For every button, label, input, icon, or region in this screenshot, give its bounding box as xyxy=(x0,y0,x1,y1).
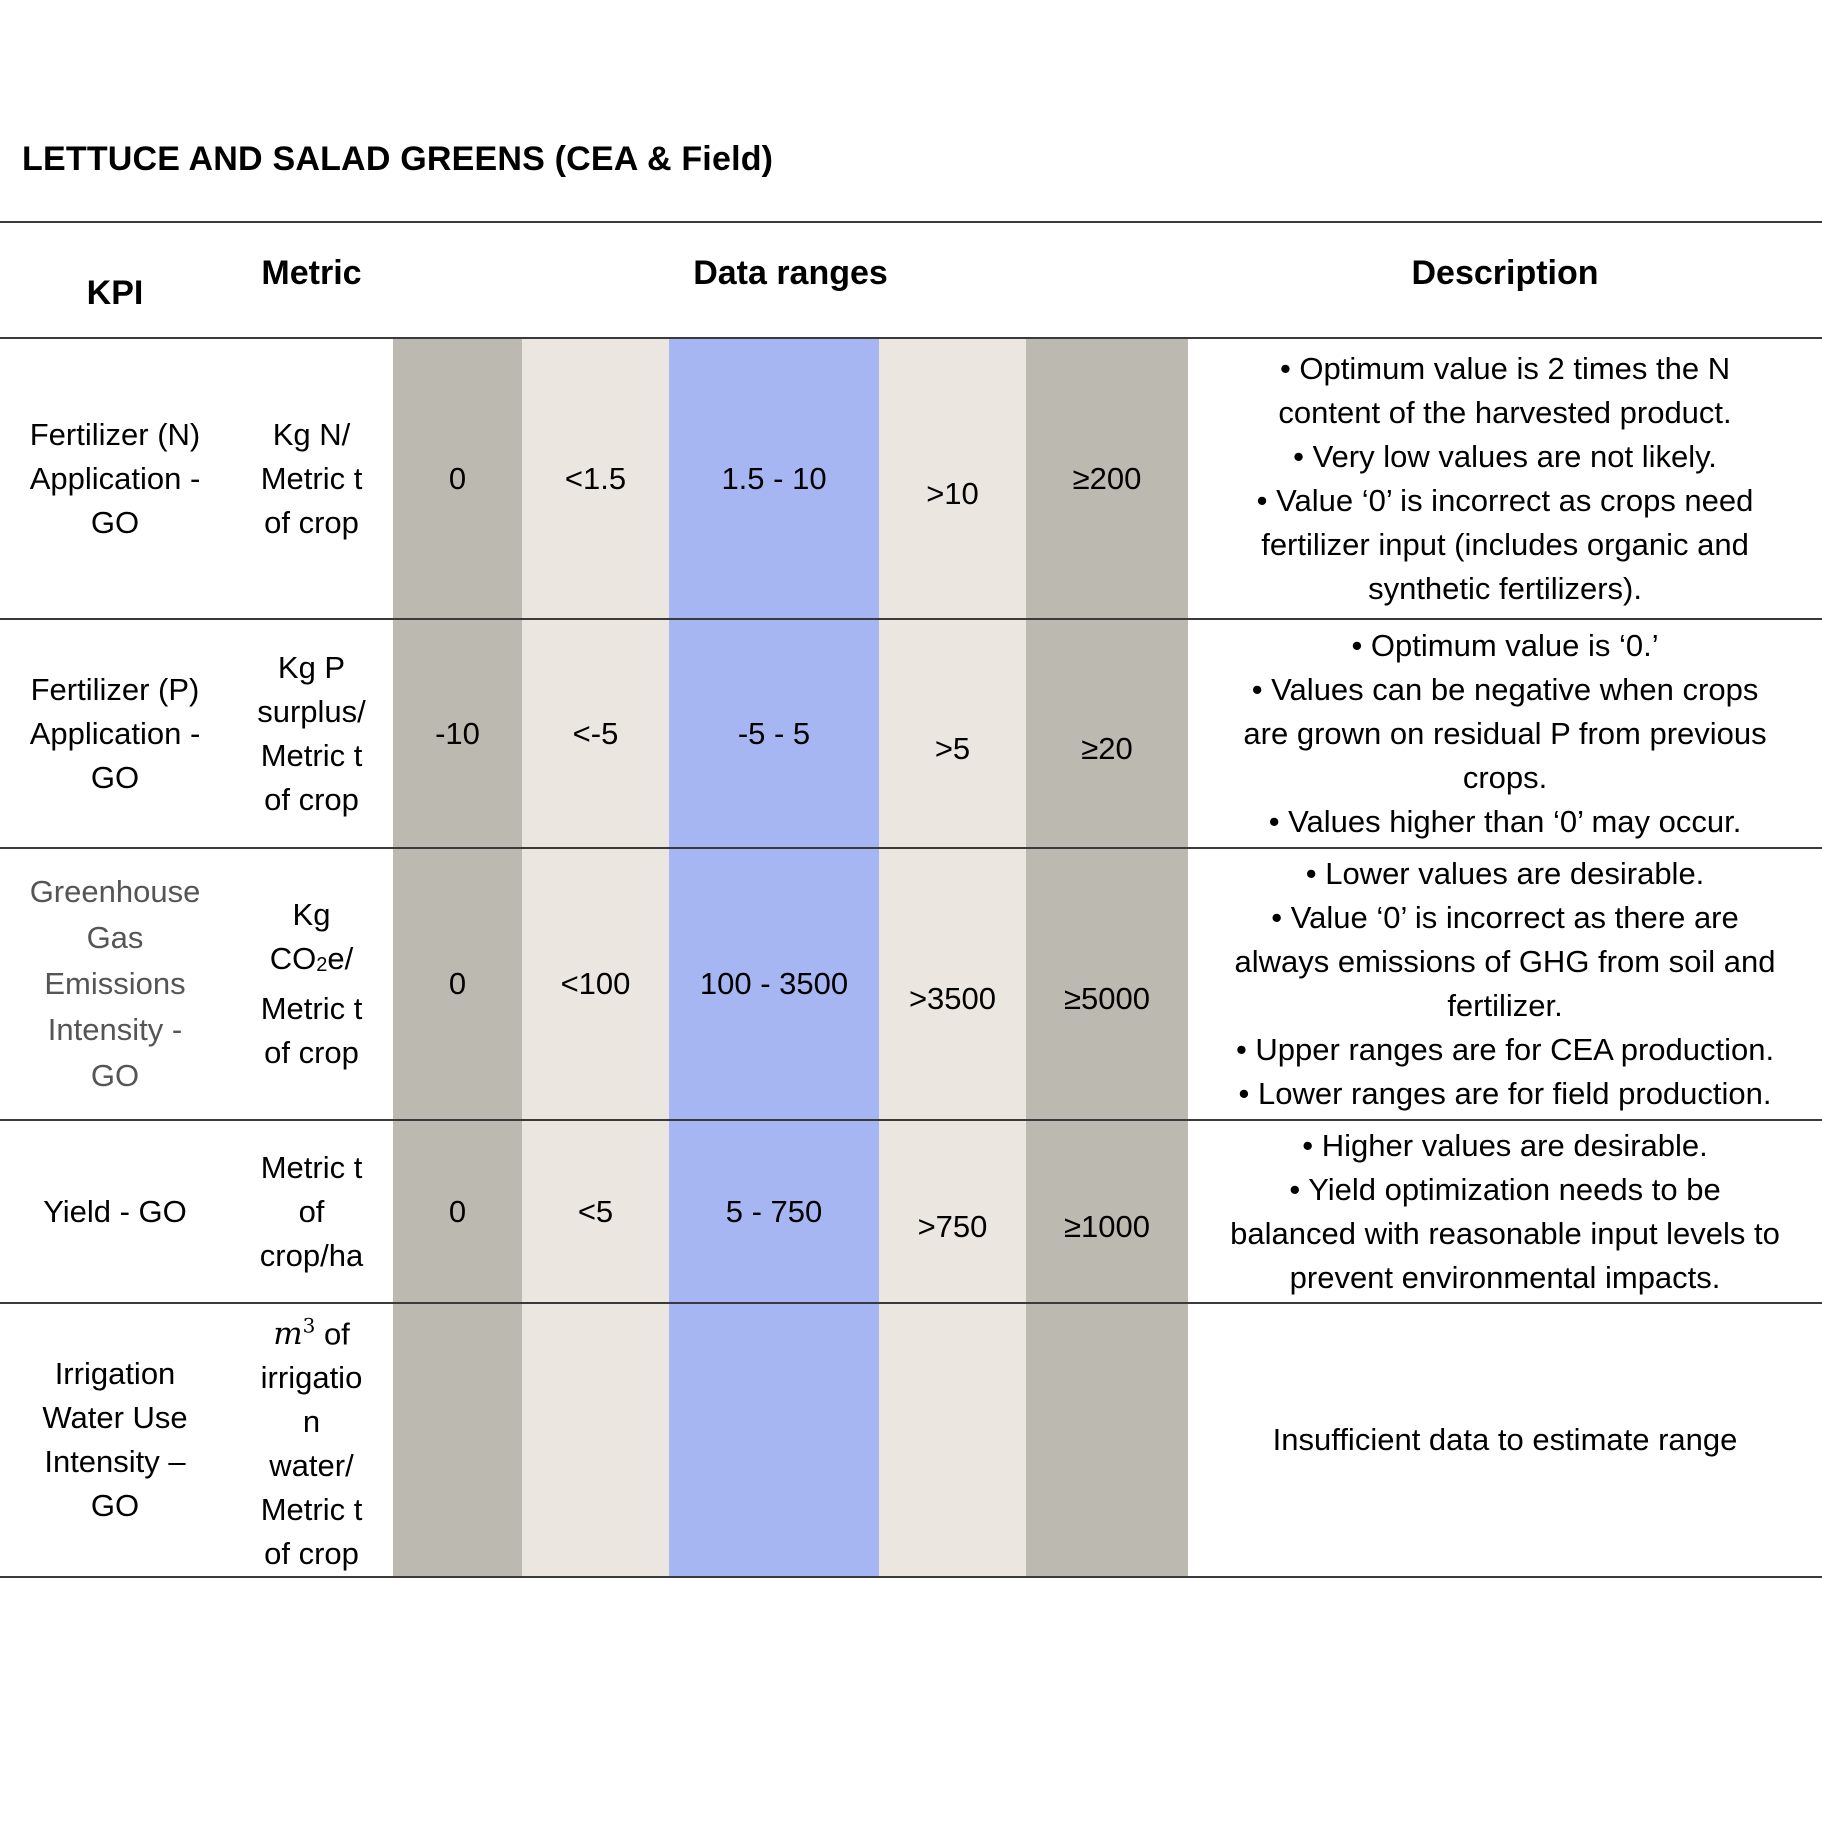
page-title: LETTUCE AND SALAD GREENS (CEA & Field) xyxy=(22,140,774,178)
metric-text: n xyxy=(302,1404,321,1440)
metric-text: Kg P xyxy=(277,649,346,685)
kpi-cell xyxy=(0,848,230,1120)
metric-cell xyxy=(230,1303,393,1577)
range-very-low: 0 xyxy=(393,1120,522,1303)
description-text: • Lower ranges are for field production. xyxy=(1238,1076,1772,1111)
range-very-high: ≥20 xyxy=(1026,619,1188,848)
kpi-text: Water Use xyxy=(42,1400,188,1436)
range-very-high: ≥200 xyxy=(1026,338,1188,619)
description-text: content of the harvested product. xyxy=(1278,394,1732,430)
description-text: synthetic fertilizers). xyxy=(1368,570,1642,606)
range-high: >5 xyxy=(879,619,1026,848)
metric-text: Metric t xyxy=(260,1149,363,1185)
description-text: fertilizer input (includes organic and xyxy=(1261,526,1749,562)
kpi-text: GO xyxy=(90,504,140,540)
description-cell xyxy=(1188,338,1822,619)
metric-text: m xyxy=(273,1316,303,1353)
range-very-high: ≥1000 xyxy=(1026,1120,1188,1303)
metric-cell xyxy=(230,338,393,619)
description-text: always emissions of GHG from soil and xyxy=(1234,944,1776,979)
table-row xyxy=(0,338,1822,619)
range-very-low: 0 xyxy=(393,338,522,619)
range-low: <5 xyxy=(522,1120,669,1303)
metric-m3 xyxy=(230,1304,393,1356)
kpi-cell xyxy=(0,1303,230,1577)
kpi-table xyxy=(0,221,1822,1578)
description-text: • Very low values are not likely. xyxy=(1293,438,1717,474)
kpi-text: Application - xyxy=(29,715,201,751)
description-text: • Values higher than ‘0’ may occur. xyxy=(1268,803,1742,839)
range-optimum: -5 - 5 xyxy=(669,619,879,848)
metric-text: e/ xyxy=(327,941,354,976)
description-text: • Lower values are desirable. xyxy=(1305,856,1705,891)
kpi-cell xyxy=(0,1120,230,1303)
metric-text: irrigatio xyxy=(260,1360,363,1396)
table-row xyxy=(0,1303,1822,1577)
kpi-text: Fertilizer (P) xyxy=(30,671,200,707)
metric-text: Metric t xyxy=(260,737,363,773)
range-very-high: ≥5000 xyxy=(1026,848,1188,1120)
range-very-low: -10 xyxy=(393,619,522,848)
header-description: Description xyxy=(1188,222,1822,338)
description-text: • Upper ranges are for CEA production. xyxy=(1235,1032,1775,1067)
metric-text: Kg N/ xyxy=(272,416,351,452)
description-text: • Higher values are desirable. xyxy=(1302,1127,1708,1163)
metric-text: of crop xyxy=(264,781,359,817)
kpi-text: Intensity – xyxy=(44,1444,186,1480)
metric-text: CO xyxy=(269,941,317,976)
description-cell xyxy=(1188,1303,1822,1577)
kpi-text: Gas xyxy=(86,920,144,955)
metric-text: of crop xyxy=(264,1035,359,1070)
metric-text: of xyxy=(315,1316,350,1352)
kpi-text: GO xyxy=(90,1488,140,1524)
header-kpi: KPI xyxy=(0,222,230,338)
header-row xyxy=(0,222,1822,338)
kpi-text: Fertilizer (N) xyxy=(29,416,201,452)
range-low: <1.5 xyxy=(522,338,669,619)
kpi-cell xyxy=(0,338,230,619)
description-cell xyxy=(1188,848,1822,1120)
metric-cell xyxy=(230,619,393,848)
kpi-cell xyxy=(0,619,230,848)
metric-cell xyxy=(230,1120,393,1303)
table-row xyxy=(0,619,1822,848)
metric-co2e xyxy=(230,937,393,987)
description-text: • Optimum value is 2 times the N xyxy=(1279,350,1731,386)
table-row xyxy=(0,1120,1822,1303)
range-optimum: 5 - 750 xyxy=(669,1120,879,1303)
range-low: <-5 xyxy=(522,619,669,848)
metric-text: Metric t xyxy=(260,1492,363,1528)
description-text: balanced with reasonable input levels to xyxy=(1230,1215,1780,1251)
description-text: crops. xyxy=(1462,759,1548,795)
description-cell xyxy=(1188,1120,1822,1303)
range-optimum: 100 - 3500 xyxy=(669,848,879,1120)
metric-text: of crop xyxy=(264,504,359,540)
metric-text: water/ xyxy=(269,1448,354,1484)
metric-text: Metric t xyxy=(260,460,363,496)
header-data-ranges: Data ranges xyxy=(393,222,1188,338)
metric-subscript: 2 xyxy=(316,954,328,976)
metric-cell xyxy=(230,848,393,1120)
kpi-text: Intensity - xyxy=(47,1012,183,1047)
range-optimum: 1.5 - 10 xyxy=(669,338,879,619)
kpi-text: Irrigation xyxy=(54,1356,176,1392)
description-text: prevent environmental impacts. xyxy=(1289,1259,1721,1295)
metric-superscript: 3 xyxy=(302,1314,316,1338)
range-high: >3500 xyxy=(879,848,1026,1120)
description-text: Insufficient data to estimate range xyxy=(1272,1422,1738,1458)
description-text: are grown on residual P from previous xyxy=(1243,715,1767,751)
range-optimum xyxy=(669,1303,879,1577)
description-cell xyxy=(1188,619,1822,848)
range-very-low xyxy=(393,1303,522,1577)
metric-text: of crop xyxy=(264,1536,359,1572)
description-text: • Optimum value is ‘0.’ xyxy=(1351,627,1659,663)
kpi-text: Yield - GO xyxy=(43,1193,187,1229)
range-very-low: 0 xyxy=(393,848,522,1120)
description-text: • Value ‘0’ is incorrect as crops need xyxy=(1256,482,1754,518)
table-row xyxy=(0,848,1822,1120)
metric-text: of xyxy=(298,1193,325,1229)
description-text: fertilizer. xyxy=(1447,988,1563,1023)
range-very-high xyxy=(1026,1303,1188,1577)
kpi-text: GO xyxy=(90,759,140,795)
description-text: • Value ‘0’ is incorrect as there are xyxy=(1271,900,1739,935)
range-high: >750 xyxy=(879,1120,1026,1303)
kpi-text: GO xyxy=(90,1058,140,1093)
kpi-text: Emissions xyxy=(44,966,186,1001)
kpi-text: Greenhouse xyxy=(29,874,201,909)
range-low: <100 xyxy=(522,848,669,1120)
description-text: • Values can be negative when crops xyxy=(1251,671,1759,707)
metric-text: Metric t xyxy=(260,991,363,1026)
description-text: • Yield optimization needs to be xyxy=(1289,1171,1721,1207)
kpi-text: Application - xyxy=(29,460,201,496)
metric-text: surplus/ xyxy=(257,693,366,729)
range-low xyxy=(522,1303,669,1577)
range-high: >10 xyxy=(879,338,1026,619)
header-metric: Metric xyxy=(230,222,393,338)
metric-text: crop/ha xyxy=(259,1237,364,1273)
metric-text: Kg xyxy=(292,897,331,932)
range-high xyxy=(879,1303,1026,1577)
